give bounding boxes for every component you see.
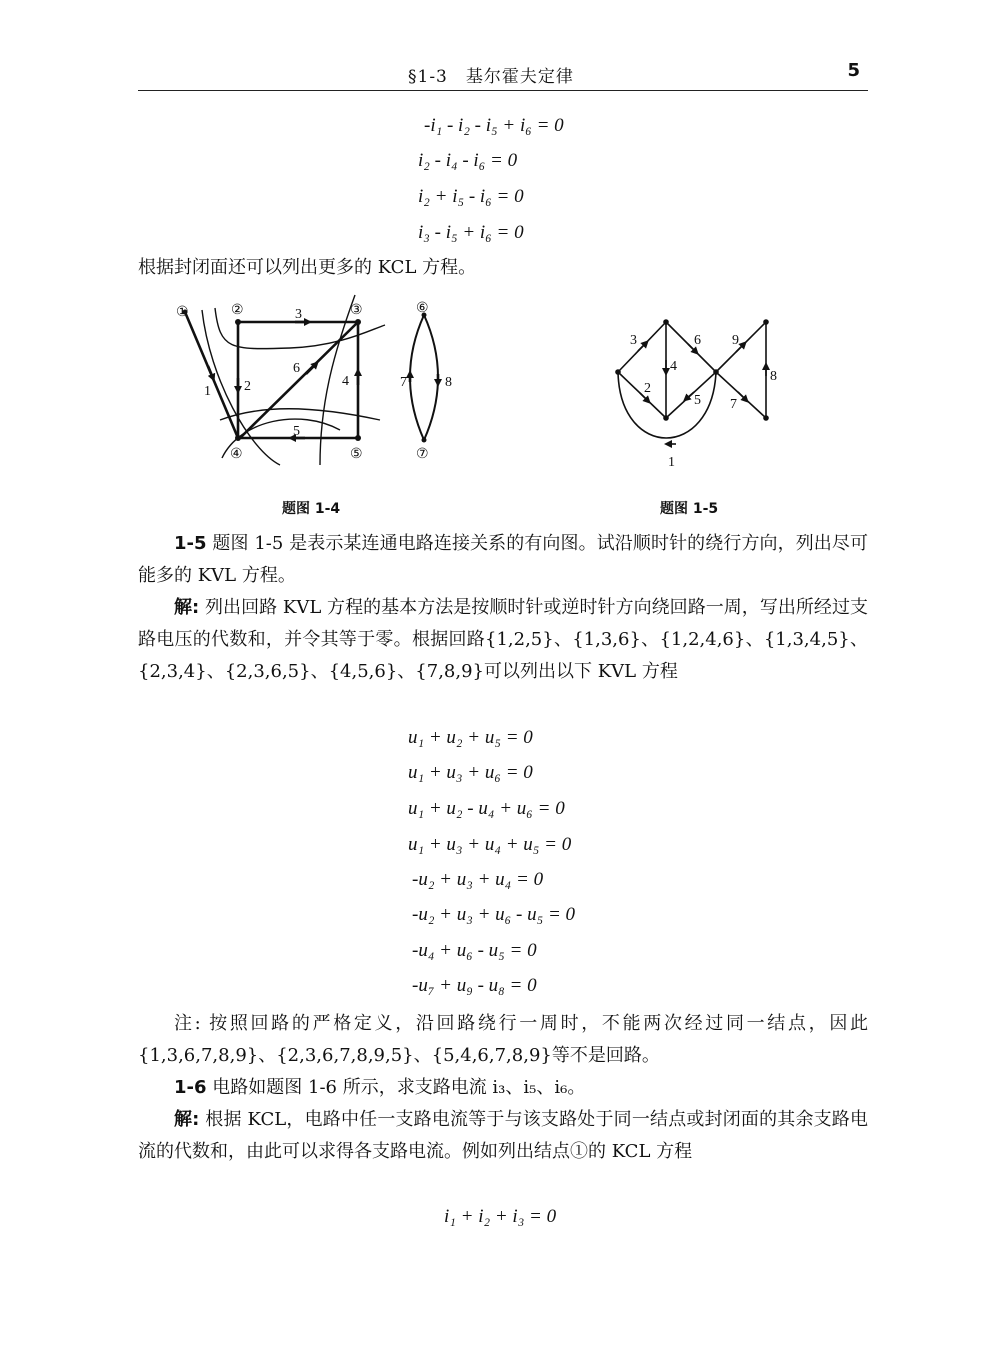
section-title: §1-3 基尔霍夫定律 [408, 67, 574, 87]
branch-label-2: 2 [244, 379, 251, 394]
figure-1-5 [600, 310, 800, 480]
problem-1-5 [138, 528, 868, 592]
node-label-2: ② [231, 303, 244, 318]
caption-figure-1-5: 题图 1-5 [660, 501, 719, 517]
branch-label-2: 2 [644, 381, 651, 396]
branch-label-4: 4 [670, 359, 677, 374]
kcl-equation-3: i₂ + i₅ - i₆ = 0 [418, 186, 524, 207]
branch-label-9: 9 [732, 333, 739, 348]
note-text: 按照回路的严格定义，沿回路绕行一周时，不能两次经过同一结点，因此{1,3,6,7,8,9}、{2,3,6,7,8,9,5}、{5,4,6,7,8,9}等不是回路。 [138, 1013, 868, 1066]
caption-figure-1-4: 题图 1-4 [282, 501, 341, 517]
branch-label-1: 1 [668, 455, 675, 470]
kvl-equation-4: u₁ + u₃ + u₄ + u₅ = 0 [408, 834, 572, 855]
branch-label-4: 4 [342, 374, 349, 389]
problem-number: 1-6 [174, 1077, 207, 1098]
branch-8 [424, 315, 438, 440]
branch-label-6: 6 [293, 361, 300, 376]
node-label-1: ① [176, 305, 189, 320]
kcl-equation-4: i₃ - i₅ + i₆ = 0 [418, 222, 524, 243]
solution-label: 解: [174, 1109, 200, 1130]
problem-number: 1-5 [174, 533, 207, 554]
kcl-equation-2: i₂ - i₄ - i₆ = 0 [418, 150, 518, 171]
branch-label-6: 6 [694, 333, 701, 348]
note-paragraph [138, 1008, 868, 1072]
solution-text: 根据 KCL，电路中任一支路电流等于与该支路处于同一结点或封闭面的其余支路电流的代数和，由此可以求得各支路电流。例如列出结点①的 KCL 方程 [138, 1109, 868, 1162]
node-label-5: ⑤ [350, 447, 363, 462]
branch-label-7: 7 [400, 375, 407, 390]
node-label-7: ⑦ [416, 447, 429, 462]
branch-7 [410, 315, 424, 440]
kvl-equation-3: u₁ + u₂ - u₄ + u₆ = 0 [408, 798, 565, 819]
page-header [138, 60, 868, 91]
problem-text: 电路如题图 1-6 所示，求支路电流 i₃、i₅、i₆。 [212, 1077, 586, 1098]
problem-text: 题图 1-5 是表示某连通电路连接关系的有向图。试沿顺时针的绕行方向，列出尽可能多的 KVL 方程。 [138, 533, 868, 586]
kvl-equation-1: u₁ + u₂ + u₅ = 0 [408, 727, 533, 748]
kvl-equation-7: -u₄ + u₆ - u₅ = 0 [412, 940, 537, 961]
solution-1-6 [138, 1104, 868, 1168]
node-label-6: ⑥ [416, 301, 429, 316]
note-label: 注: [174, 1013, 201, 1034]
problem-1-6 [138, 1072, 868, 1104]
node-label-3: ③ [350, 303, 363, 318]
branch-label-8: 8 [770, 369, 777, 384]
branch-label-7: 7 [730, 397, 737, 412]
branch-1-line [618, 372, 716, 438]
kcl-note: 根据封闭面还可以列出更多的 KCL 方程。 [138, 257, 477, 278]
branch-label-5: 5 [293, 424, 300, 439]
kvl-equation-8: -u₇ + u₉ - u₈ = 0 [412, 975, 537, 996]
kvl-equation-6: -u₂ + u₃ + u₆ - u₅ = 0 [412, 904, 576, 925]
solution-text: 列出回路 KVL 方程的基本方法是按顺时针或逆时针方向绕回路一周，写出所经过支路电压的代数和，并令其等于零。根据回路{1,2,5}、{1,3,6}、{1,2,4,6}、{1,3,4,5}、{2,3,4}、{2,3,6,5}、{4,5,6}、{7,8,9}可以列出以下 KVL 方程 [138, 597, 868, 682]
branch-label-3: 3 [630, 333, 637, 348]
kvl-equation-5: -u₂ + u₃ + u₄ = 0 [412, 869, 544, 890]
node-label-4: ④ [230, 447, 243, 462]
branch-label-8: 8 [445, 375, 452, 390]
branch-label-1: 1 [204, 384, 211, 399]
kcl-equation-1: -i₁ - i₂ - i₅ + i₆ = 0 [424, 115, 564, 136]
final-kcl-equation: i₁ + i₂ + i₃ = 0 [444, 1206, 557, 1227]
solution-1-5 [138, 592, 868, 688]
solution-label: 解: [174, 597, 200, 618]
kvl-equation-2: u₁ + u₃ + u₆ = 0 [408, 762, 533, 783]
branch-label-3: 3 [295, 307, 302, 322]
figure-1-4 [160, 290, 480, 470]
page-number: 5 [847, 60, 860, 81]
branch-label-5: 5 [694, 393, 701, 408]
